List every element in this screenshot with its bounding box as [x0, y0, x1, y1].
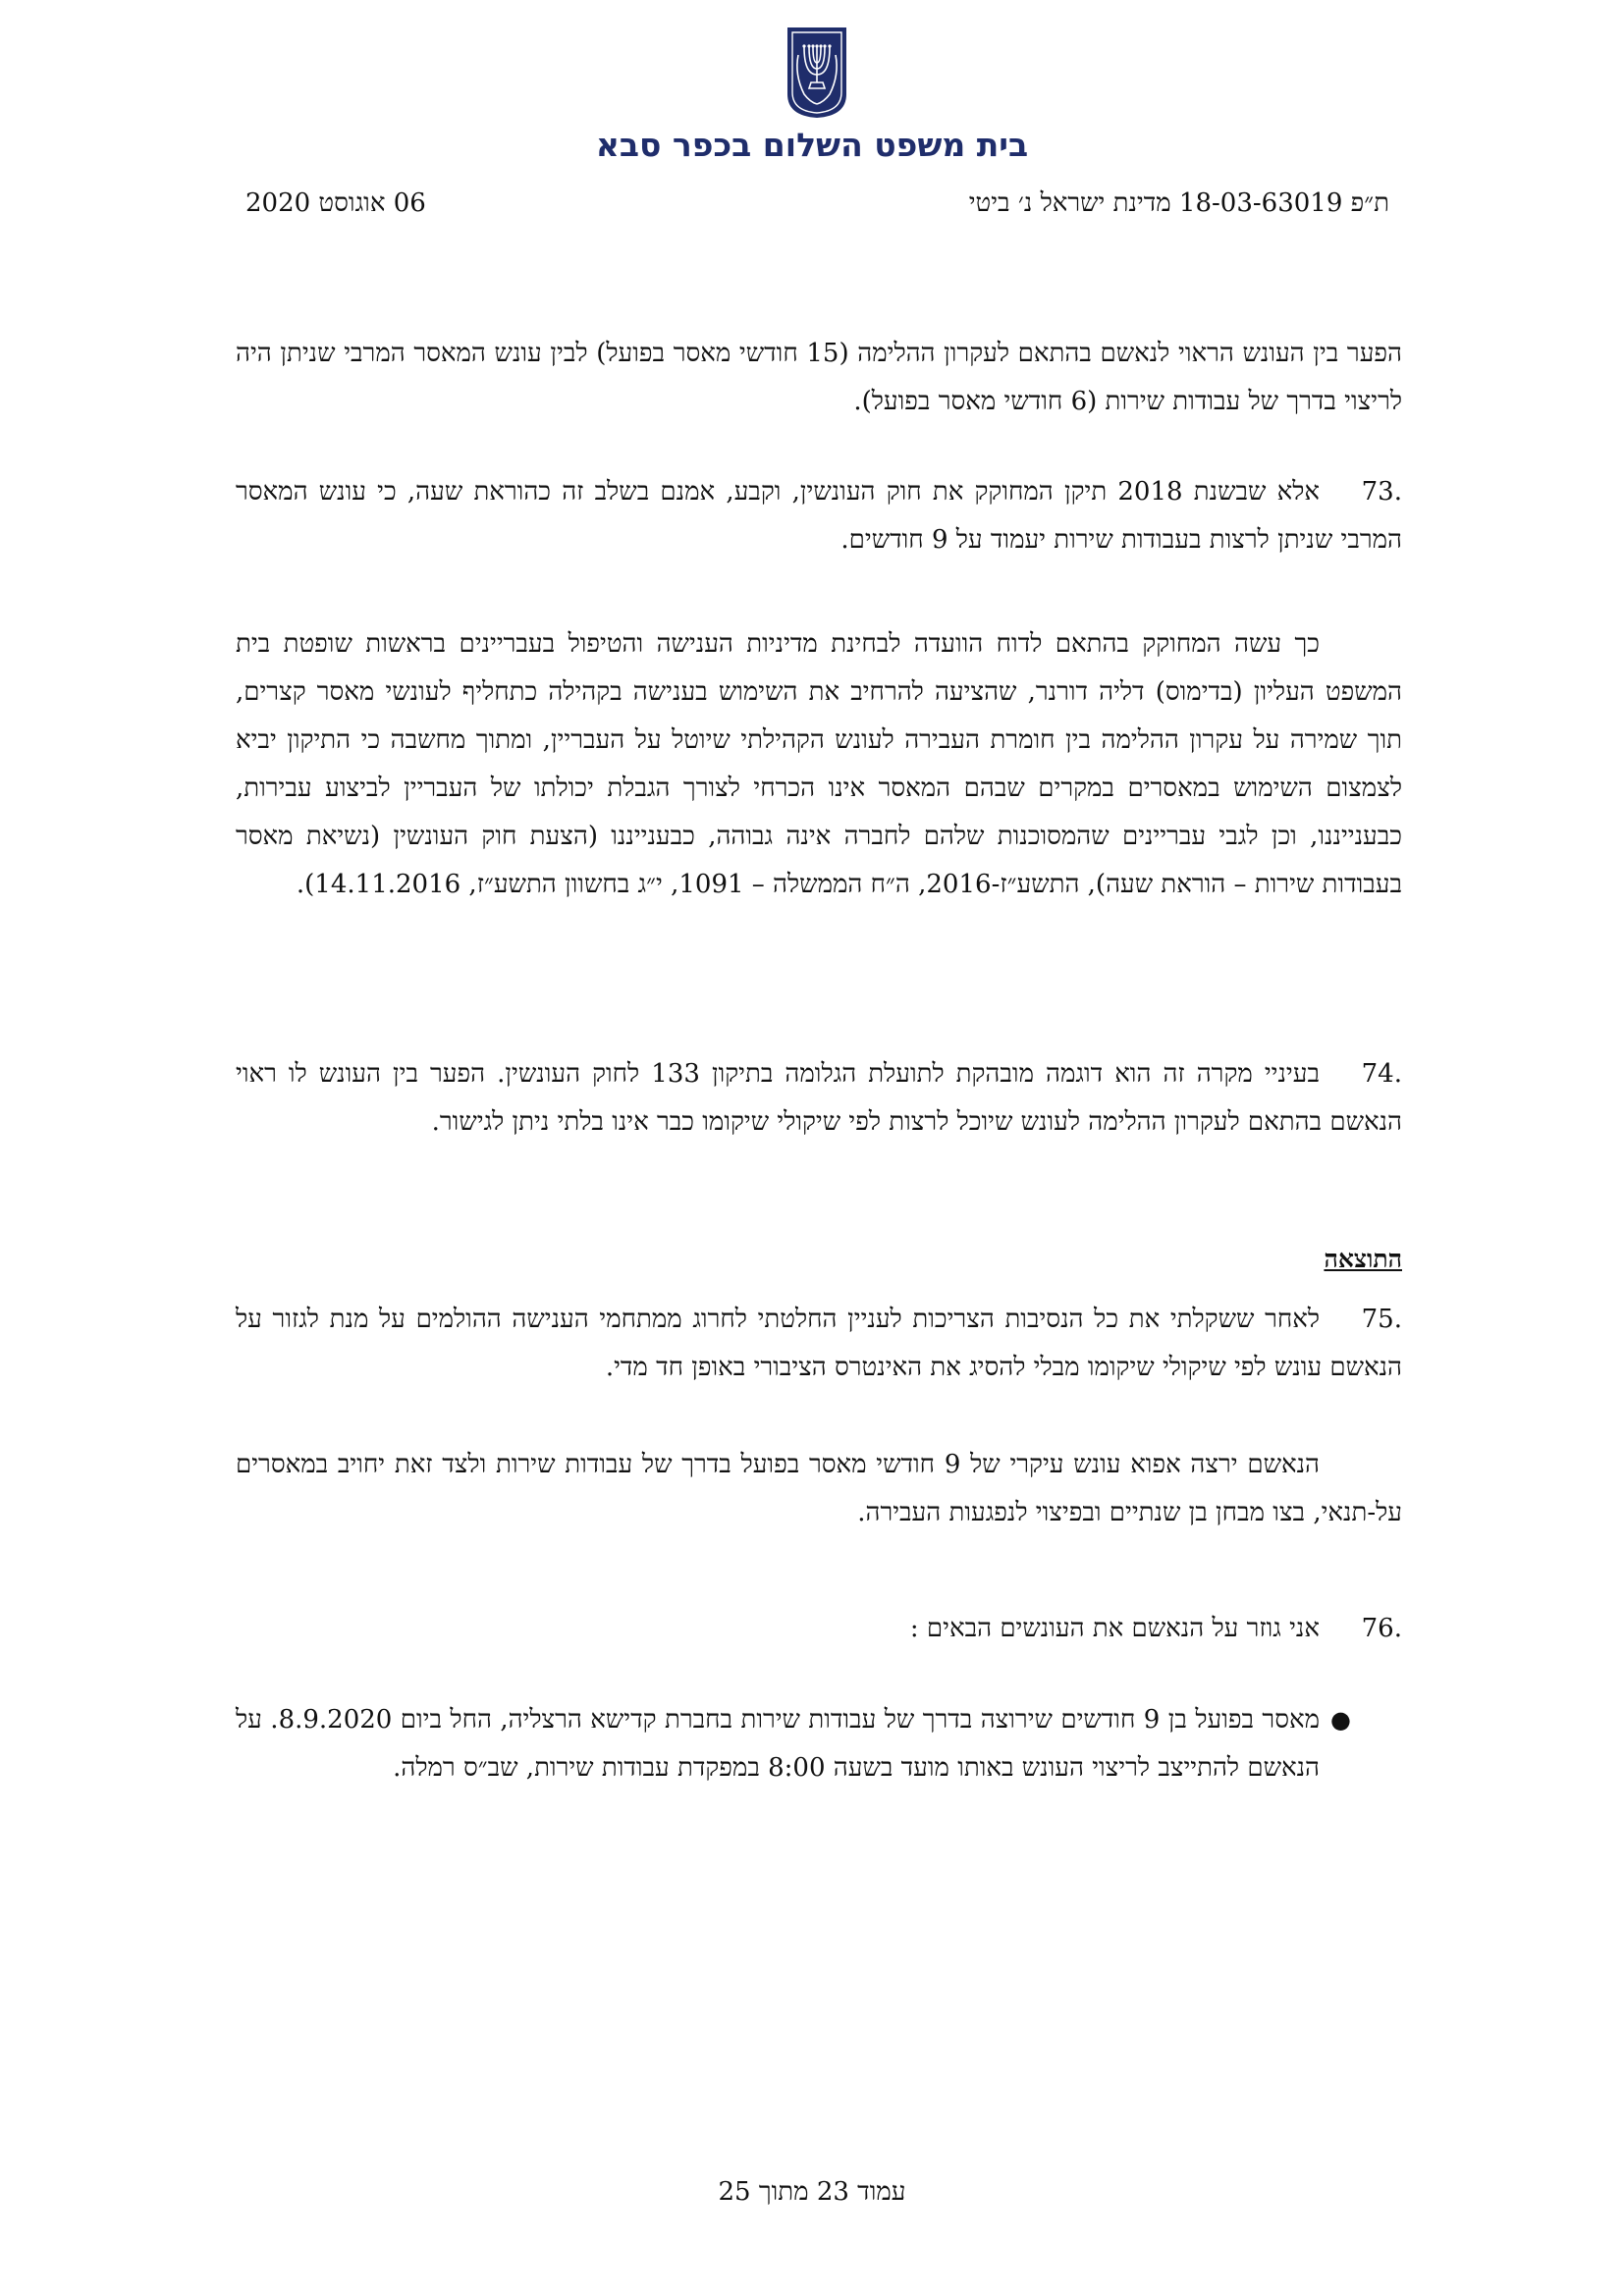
paragraph-73 — [236, 468, 1402, 564]
paragraph-75 — [236, 1296, 1402, 1392]
paragraph-intro: הפער בין העונש הראוי לנאשם בהתאם לעקרון ההלימה (15 חודשי מאסר בפועל) לבין עונש המאסר המרבי שניתן היה לריצוי בדרך של עבודות שירות (6 חודשי מאסר בפועל). — [236, 339, 1402, 416]
paragraph-74 — [236, 1050, 1402, 1147]
paragraph-number: .74 — [1361, 1059, 1402, 1089]
paragraph-number: .76 — [1361, 1614, 1402, 1643]
paragraph-76 — [236, 1605, 1402, 1653]
list-item-text: מאסר בפועל בן 9 חודשים שירוצה בדרך של עבודות שירות בחברת קדישא הרצליה, החל ביום 8.9.2020. על הנאשם להתייצב לריצוי העונש באותו מועד בשעה 8:00 במפקדת עבודות שירות, שב״ס רמלה. — [236, 1705, 1321, 1783]
paragraph-text: אלא שבשנת 2018 תיקן המחוקק את חוק העונשין, וקבע, אמנם בשלב זה כהוראת שעה, כי עונש המאסר המרבי שניתן לרצות בעבודות שירות יעמוד על 9 חודשים. — [236, 477, 1402, 555]
bullet-icon: ● — [1330, 1706, 1351, 1734]
document-date: 06 אוגוסט 2020 — [245, 188, 426, 218]
paragraph-text: לאחר ששקלתי את כל הנסיבות הצריכות לעניין החלטתי לחרוג ממתחמי הענישה ההולמים על מנת לגזור על הנאשם עונש לפי שיקולי שיקומו מבלי להסיג את האינטרס הציבורי באופן חד מדי. — [236, 1305, 1402, 1382]
paragraph-number: .73 — [1361, 477, 1402, 507]
paragraph-number: .75 — [1361, 1305, 1402, 1334]
sentence-list-item — [236, 1696, 1402, 1792]
state-emblem-icon — [785, 26, 849, 120]
document-header — [245, 188, 1389, 228]
section-heading-result: התוצאה — [1324, 1245, 1402, 1273]
page-number: עמוד 23 מתוך 25 — [718, 2177, 906, 2207]
paragraph-text: אני גוזר על הנאשם את העונשים הבאים : — [909, 1614, 1320, 1643]
paragraph-text: בעיניי מקרה זה הוא דוגמה מובהקת לתועלת הגלומה בתיקון 133 לחוק העונשין. הפער בין העונש לו ראוי הנאשם בהתאם לעקרון ההלימה לעונש שיוכל לרצות לפי שיקולי שיקומו כבר אינו בלתי ניתן לגישור. — [236, 1059, 1402, 1137]
court-name: בית משפט השלום בכפר סבא — [595, 126, 1029, 164]
paragraph-75-continuation: הנאשם ירצה אפוא עונש עיקרי של 9 חודשי מאסר בפועל בדרך של עבודות שירות ולצד זאת יחויב במאסרים על-תנאי, בצו מבחן בן שנתיים ובפיצוי לנפגעות העבירה. — [236, 1450, 1402, 1527]
case-reference: ת״פ 18-03-63019 מדינת ישראל נ׳ ביטי — [968, 188, 1389, 218]
paragraph-73-continuation: כך עשה המחוקק בהתאם לדוח הוועדה לבחינת מדיניות הענישה והטיפול בעבריינים בראשות שופטת בית המשפט העליון (בדימוס) דליה דורנר, שהציעה להרחיב את השימוש בענישה בקהילה כתחליף לעונשי מאסר קצרים, תוך שמירה על עקרון ההלימה בין חומרת העבירה לעונש הקהילתי שיוטל על העבריין, ומתוך מחשבה כי התיקון יביא לצמצום השימוש במאסרים במקרים שבהם המאסר אינו הכרחי לצורך הגבלת יכולתו של העבריין לביצוע עבירות, כבענייננו, וכן לגבי עבריינים שהמסוכנות שלהם לחברה אינה גבוהה, כבענייננו (הצעת חוק העונשין (נשיאת מאסר בעבודות שירות – הוראת שעה), התשע״ז-2016, ה״ח הממשלה – 1091, י״ג בחשוון התשע״ז, 14.11.2016). — [236, 629, 1402, 899]
